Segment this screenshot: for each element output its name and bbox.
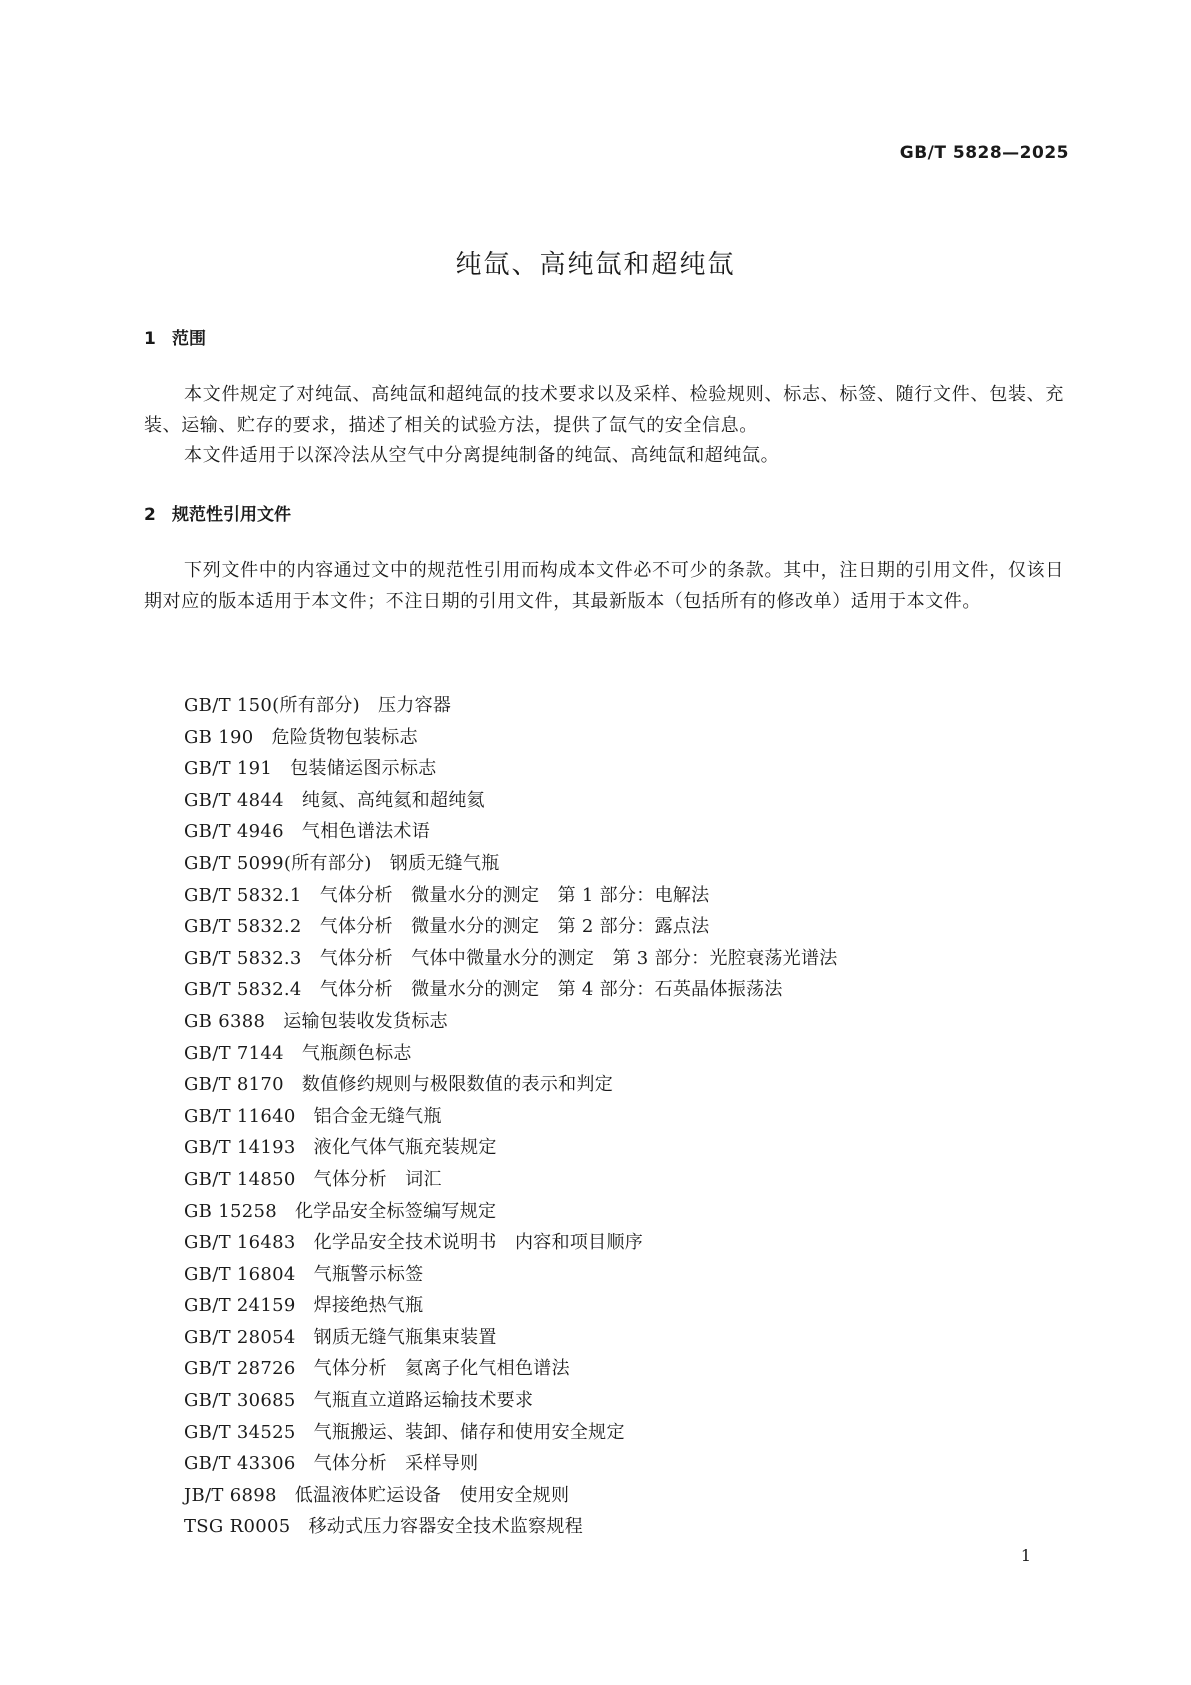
reference-title: 气瓶直立道路运输技术要求 <box>313 1390 534 1412</box>
reference-item <box>184 1006 838 1038</box>
reference-item <box>184 1227 838 1259</box>
reference-code: GB/T 191 <box>184 758 273 780</box>
reference-code: GB/T 5832.1 <box>184 884 302 906</box>
reference-item <box>184 1101 838 1133</box>
reference-title: 纯氦、高纯氦和超纯氦 <box>301 789 485 811</box>
reference-item <box>184 1511 838 1543</box>
reference-code: GB/T 5832.3 <box>184 947 302 969</box>
reference-code: GB/T 4844 <box>184 789 284 811</box>
reference-code: GB/T 4946 <box>184 821 284 843</box>
reference-item <box>184 1448 838 1480</box>
reference-title: 气瓶搬运、装卸、储存和使用安全规定 <box>313 1421 625 1443</box>
reference-code: GB/T 34525 <box>184 1421 296 1443</box>
reference-item <box>184 1480 838 1512</box>
reference-item <box>184 785 838 817</box>
reference-code: GB/T 16804 <box>184 1263 296 1285</box>
reference-code: GB/T 8170 <box>184 1074 284 1096</box>
reference-code: GB/T 150(所有部分) <box>184 695 360 716</box>
reference-title: 气相色谱法术语 <box>301 821 431 843</box>
reference-item <box>184 943 838 975</box>
reference-item <box>184 974 838 1006</box>
reference-item <box>184 1290 838 1322</box>
reference-item <box>184 848 838 880</box>
reference-title: 气体分析 词汇 <box>313 1168 442 1190</box>
reference-code: GB/T 7144 <box>184 1042 284 1064</box>
reference-title: 气体分析 微量水分的测定 第 2 部分：露点法 <box>319 916 710 938</box>
reference-code: GB/T 14193 <box>184 1137 296 1159</box>
reference-title: 危险货物包装标志 <box>271 726 418 748</box>
reference-list <box>184 690 838 1543</box>
reference-code: GB/T 14850 <box>184 1168 296 1190</box>
reference-item <box>184 1259 838 1291</box>
reference-title: 钢质无缝气瓶集束装置 <box>313 1326 497 1348</box>
reference-title: 低温液体贮运设备 使用安全规则 <box>294 1484 570 1506</box>
reference-code: GB 190 <box>184 726 254 748</box>
reference-title: 化学品安全标签编写规定 <box>295 1200 497 1222</box>
section-number: 2 <box>144 505 156 525</box>
scope-applicability-paragraph: 本文件适用于以深冷法从空气中分离提纯制备的纯氙、高纯氙和超纯氙。 <box>184 445 780 466</box>
reference-code: GB 6388 <box>184 1010 266 1032</box>
reference-item <box>184 816 838 848</box>
reference-item <box>184 1196 838 1228</box>
reference-code: GB/T 5099(所有部分) <box>184 852 372 874</box>
reference-item <box>184 1038 838 1070</box>
reference-title: 气体分析 微量水分的测定 第 4 部分：石英晶体振荡法 <box>319 979 783 1001</box>
reference-item <box>184 1132 838 1164</box>
section-title: 规范性引用文件 <box>172 505 291 525</box>
reference-item <box>184 753 838 785</box>
reference-item <box>184 1164 838 1196</box>
reference-title: 数值修约规则与极限数值的表示和判定 <box>301 1074 614 1096</box>
reference-title: 运输包装收发货标志 <box>283 1010 448 1032</box>
reference-code: GB/T 28054 <box>184 1326 296 1348</box>
reference-code: TSG R0005 <box>184 1516 291 1538</box>
reference-code: GB 15258 <box>184 1200 277 1222</box>
section-heading-scope <box>144 324 206 349</box>
reference-item <box>184 1353 838 1385</box>
references-intro-paragraph: 下列文件中的内容通过文中的规范性引用而构成本文件必不可少的条款。其中，注日期的引用文件，仅该日期对应的版本适用于本文件；不注日期的引用文件，其最新版本（包括所有的修改单）适用于本文件。 <box>144 560 1064 612</box>
reference-item <box>184 911 838 943</box>
reference-title: 压力容器 <box>378 695 452 716</box>
reference-title: 气瓶警示标签 <box>313 1263 424 1285</box>
reference-item <box>184 880 838 912</box>
reference-title: 液化气体气瓶充装规定 <box>313 1137 497 1159</box>
reference-item <box>184 1417 838 1449</box>
reference-code: GB/T 11640 <box>184 1105 296 1127</box>
reference-item <box>184 1322 838 1354</box>
reference-item <box>184 690 838 722</box>
reference-title: 气瓶颜色标志 <box>301 1042 412 1064</box>
document-title: 纯氙、高纯氙和超纯氙 <box>455 250 736 280</box>
scope-paragraph: 本文件规定了对纯氙、高纯氙和超纯氙的技术要求以及采样、检验规则、标志、标签、随行文件、包装、充装、运输、贮存的要求，描述了相关的试验方法，提供了氙气的安全信息。 <box>144 384 1064 436</box>
reference-title: 铝合金无缝气瓶 <box>313 1105 442 1127</box>
reference-item <box>184 1069 838 1101</box>
reference-title: 包装储运图示标志 <box>290 758 437 780</box>
reference-code: GB/T 28726 <box>184 1358 296 1380</box>
section-title: 范围 <box>172 329 206 349</box>
reference-title: 气体分析 气体中微量水分的测定 第 3 部分：光腔衰荡光谱法 <box>319 947 838 969</box>
standard-code: GB/T 5828—2025 <box>899 143 1069 163</box>
reference-title: 钢质无缝气瓶 <box>389 852 500 874</box>
reference-code: GB/T 30685 <box>184 1390 296 1412</box>
reference-item <box>184 722 838 754</box>
page-number: 1 <box>1020 1546 1031 1565</box>
reference-code: GB/T 5832.4 <box>184 979 302 1001</box>
reference-title: 气体分析 采样导则 <box>313 1453 479 1475</box>
reference-code: JB/T 6898 <box>184 1484 277 1506</box>
reference-code: GB/T 5832.2 <box>184 916 302 938</box>
reference-title: 气体分析 微量水分的测定 第 1 部分：电解法 <box>319 884 710 906</box>
reference-code: GB/T 24159 <box>184 1295 296 1317</box>
section-number: 1 <box>144 329 156 349</box>
section-heading-normative-references <box>144 500 291 525</box>
reference-code: GB/T 43306 <box>184 1453 296 1475</box>
reference-title: 化学品安全技术说明书 内容和项目顺序 <box>313 1232 644 1254</box>
reference-code: GB/T 16483 <box>184 1232 296 1254</box>
reference-item <box>184 1385 838 1417</box>
reference-title: 焊接绝热气瓶 <box>313 1295 424 1317</box>
reference-title: 气体分析 氦离子化气相色谱法 <box>313 1358 570 1380</box>
reference-title: 移动式压力容器安全技术监察规程 <box>308 1516 583 1538</box>
